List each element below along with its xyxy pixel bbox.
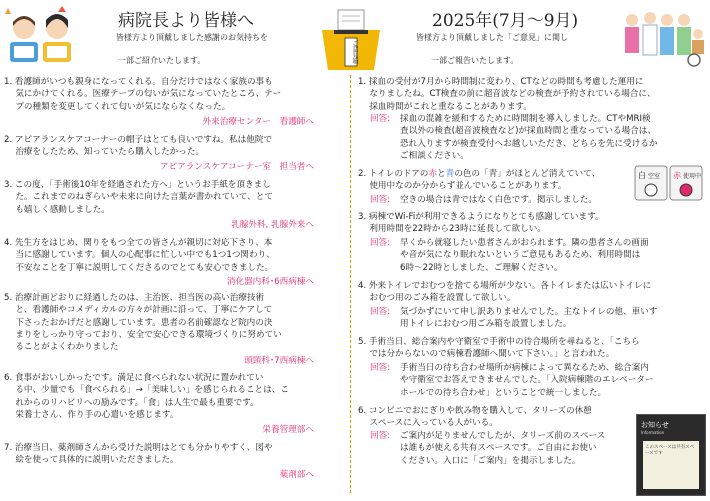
sign-white-tag: 白 [638,171,646,180]
answer-line: 6時～22時としました、ご理解ください。 [400,262,563,273]
thanks-dept-2: アピアランスケアコーナー室 担当者へ [159,162,314,172]
thanks-line: た。これまでのねぎらいや未来に向けた言葉が書かれていて、とて [4,192,273,203]
thanks-line: 6. 食事がおいしかったです。満足に食べられない状況に置かれてい [4,373,264,383]
opinion-box-icon [316,8,386,72]
answer-line: 査以外の検査(超音波検査など)が採血時間と重なっている場合は、 [400,126,656,137]
left-subtitle-2: 一部ご紹介いたします。 [118,56,206,65]
question-line: 1. 採血の受付が7月から時間制に変わり、CTなどの時間も考慮した運用に [358,77,644,87]
answer-line: 早くから就寝したい患者さんがおられます。隣の患者さんの画面 [400,238,649,248]
blue-word: 青 [445,169,455,179]
question-line: 6. コンビニでおにぎりや飲み物を購入して、タリーズの休憩 [358,406,592,416]
thanks-line: 下さったおかげだと感謝しています。患者の名前確認など院内の決 [4,317,273,328]
answer-line: ホールでの待ち合わせ」ということで統一しました。 [400,387,607,398]
left-title: 病院長より皆様へ [118,11,254,31]
answer-6 [370,430,605,467]
right-subtitle-1: 皆様方より頂戴しました「ご意見」に関し [416,33,568,42]
opinion-item-1 [358,76,656,113]
thanks-line: も嬉しく感動しました。 [4,204,110,215]
notice-body: このスペースは共有スペースです [645,445,695,456]
thanks-line: 当に感謝しています。個人の心配事に忙しい中でも1つ1つ関わり、 [4,250,275,261]
thanks-line: 2. アピアランスケアコーナーの帽子はとても良いですね。私は他院で [4,135,273,145]
thanks-line: と、看護師やコメディカルの方々が計画に沿って、丁寧にケアして [4,305,273,316]
thanks-line: 4. 先生方をはじめ、関りをもつ全ての皆さんが親切に対応下さり、本 [4,238,273,248]
thanks-line: れからのリハビリへの励みです。「食」は人生で最も重要です。 [4,397,259,408]
answer-4 [370,306,657,331]
left-subtitle-1: 皆様方より頂戴しました感謝のお気持ちを [116,33,268,42]
red-word: 赤 [428,169,438,179]
answer-1 [370,113,657,162]
opinion-item-2 [358,168,600,193]
thanks-dept-7: 薬剤部へ [279,470,314,480]
answer-line: や守衛室でお答えできませんでした。「入院病棟階のエレベーター [400,375,654,386]
notice-sign-photo [636,414,706,496]
thanks-line: 栄養士さん、作り手の心遣いを感じます。 [4,409,179,420]
question-line: なりましたね。CT検査の前に超音波などの検査が予約されている場合に、 [358,89,656,100]
answer-line: ご相談ください。 [400,150,469,161]
thanks-line: 3. この度、「手術後10年を経過された方へ」というお手紙を頂きまし [4,180,271,190]
notice-sub: Information [641,430,665,435]
toilet-sign-icons [634,164,704,204]
answer-2 [370,194,597,206]
opinion-item-3 [358,211,604,236]
thanks-line: る中、少量でも「食べられる」→「美味しい」を感じられることは、こ [4,385,289,396]
answer-line: 気づかずにいて申し訳ありませんでした。主なトイレの他、車いす [400,307,658,317]
thanks-item-6 [4,372,289,421]
opinion-item-6 [358,405,592,430]
sign-white-text: 空室 [648,173,661,180]
sign-red-text: 使用中 [683,173,702,180]
answer-line: ご案内が足りませんでしたが、タリーズ前のスペース [400,431,606,441]
question-line: 5. 手術当日、総合案内や守衛室で手術中の待合場所を尋ねると、「こちら [358,337,640,347]
answer-label: 回答: [370,114,391,124]
answer-label: 回答: [370,307,391,317]
thanks-line: 7. 治療当日、薬剤師さんから受けた説明はとても分かりやすく、図や [4,443,273,453]
answer-5 [370,362,654,399]
sign-red-tag: 赤 [673,171,681,180]
thanks-dept-4: 消化器内科･6西病棟へ [226,277,314,287]
opinion-item-4 [358,280,651,305]
question-line: 利用時間を22時から23時に延長して欲しい。 [358,224,546,235]
thanks-item-3 [4,179,273,216]
thanks-line: 5. 治療計画どおりに経過したのは、主治医、担当医の高い治療技術 [4,293,265,303]
question-line: 使用中なのか分からず並んでいることがあります。 [358,181,567,192]
question-line: 採血時間がこれと重なることがあります。 [358,101,532,112]
answer-line: 恐れ入りますが検査受付へお越しいただき、どちらを先に受けるか [400,138,658,149]
question-line: おむつ用のごみ箱を設置して欲しい。 [358,293,516,304]
question-line: スペースに入っている人がいる。 [358,418,498,429]
question-line: 4. 外来トイレでおむつを捨てる場所が少ない。各トイレまたは広いトイレに [358,281,652,291]
opinion-item-5 [358,336,640,361]
question-line: 3. 病棟でWi-Fiが利用できるようになりとても感謝しています。 [358,212,604,222]
right-title: 2025年(7月～9月) [432,11,579,31]
opinion-box-label: ご意見箱 [351,40,358,64]
thanks-line: ることがよくわかりました [4,342,119,353]
thanks-line: 気にかけてくれる。医療テープの匂いが気になっていたところ、テー [4,89,282,100]
thanks-item-4 [4,237,275,274]
answer-line: 空きの場合は青ではなく白色です。掲示しました。 [400,195,597,205]
thanks-dept-1: 外来治療センター 看護師へ [202,117,314,127]
thanks-dept-3: 乳腺外科, 乳腺外来へ [231,220,314,230]
column-divider [350,75,351,493]
answer-line: 手術当日の待ち合わせ場所が病棟によって異なるため、総合案内 [400,363,649,373]
thanks-item-5 [4,292,282,353]
kids-reading-illustration [2,2,80,66]
thanks-line: 1. 看護師がいつも親身になってくれる。自分だけではなく家族の事も [4,77,273,87]
thanks-dept-5: 頭頸科･7西病棟へ [244,356,314,366]
right-subtitle-2: 一部ご報告いたします。 [431,56,519,65]
question-line: では分からないので病棟看護師へ聞いて下さい。」と言われた。 [358,349,615,360]
answer-label: 回答: [370,195,391,205]
thanks-line: プの種類を変更してくれて匂いが気にならなくなった。 [4,101,231,112]
thanks-line: 治療をしたため、知っていたら購入したかった。 [4,147,205,158]
thanks-line: 絵を使って具体的に説明いただきました。 [4,455,179,466]
answer-line: ください。入口に「ご案内」を掲示しました。 [400,455,581,466]
answer-label: 回答: [370,431,391,441]
staff-illustration [620,6,706,68]
question-line: 2. トイレのドアの赤と青の色の「青」がほとんど消えていて、 [358,169,601,179]
answer-label: 回答: [370,363,391,373]
thanks-item-2 [4,134,272,159]
answer-3 [370,237,649,274]
thanks-line: 不安なことを丁寧に説明してくださるのでとても安心できました。 [4,262,274,273]
notice-title: お知らせ [641,421,669,429]
answer-line: 用トイレにおむつ用ごみ箱を設置しました。 [400,319,572,330]
answer-line: や音が気になり眠れないというご意見もあるため、利用時間は [400,250,641,261]
answer-label: 回答: [370,238,391,248]
thanks-line: まりをしっかり守っており、安全で安心できる環境づくりに努めてい [4,329,282,340]
thanks-item-7 [4,442,273,467]
thanks-item-1 [4,76,281,113]
answer-line: 採血の混雑を緩和するために時間制を導入しました。CTやMRI検 [400,114,651,124]
thanks-dept-6: 栄養管理部へ [262,425,314,435]
answer-line: は誰もが使える共有スペースです。ご自由にお使い [400,443,597,454]
